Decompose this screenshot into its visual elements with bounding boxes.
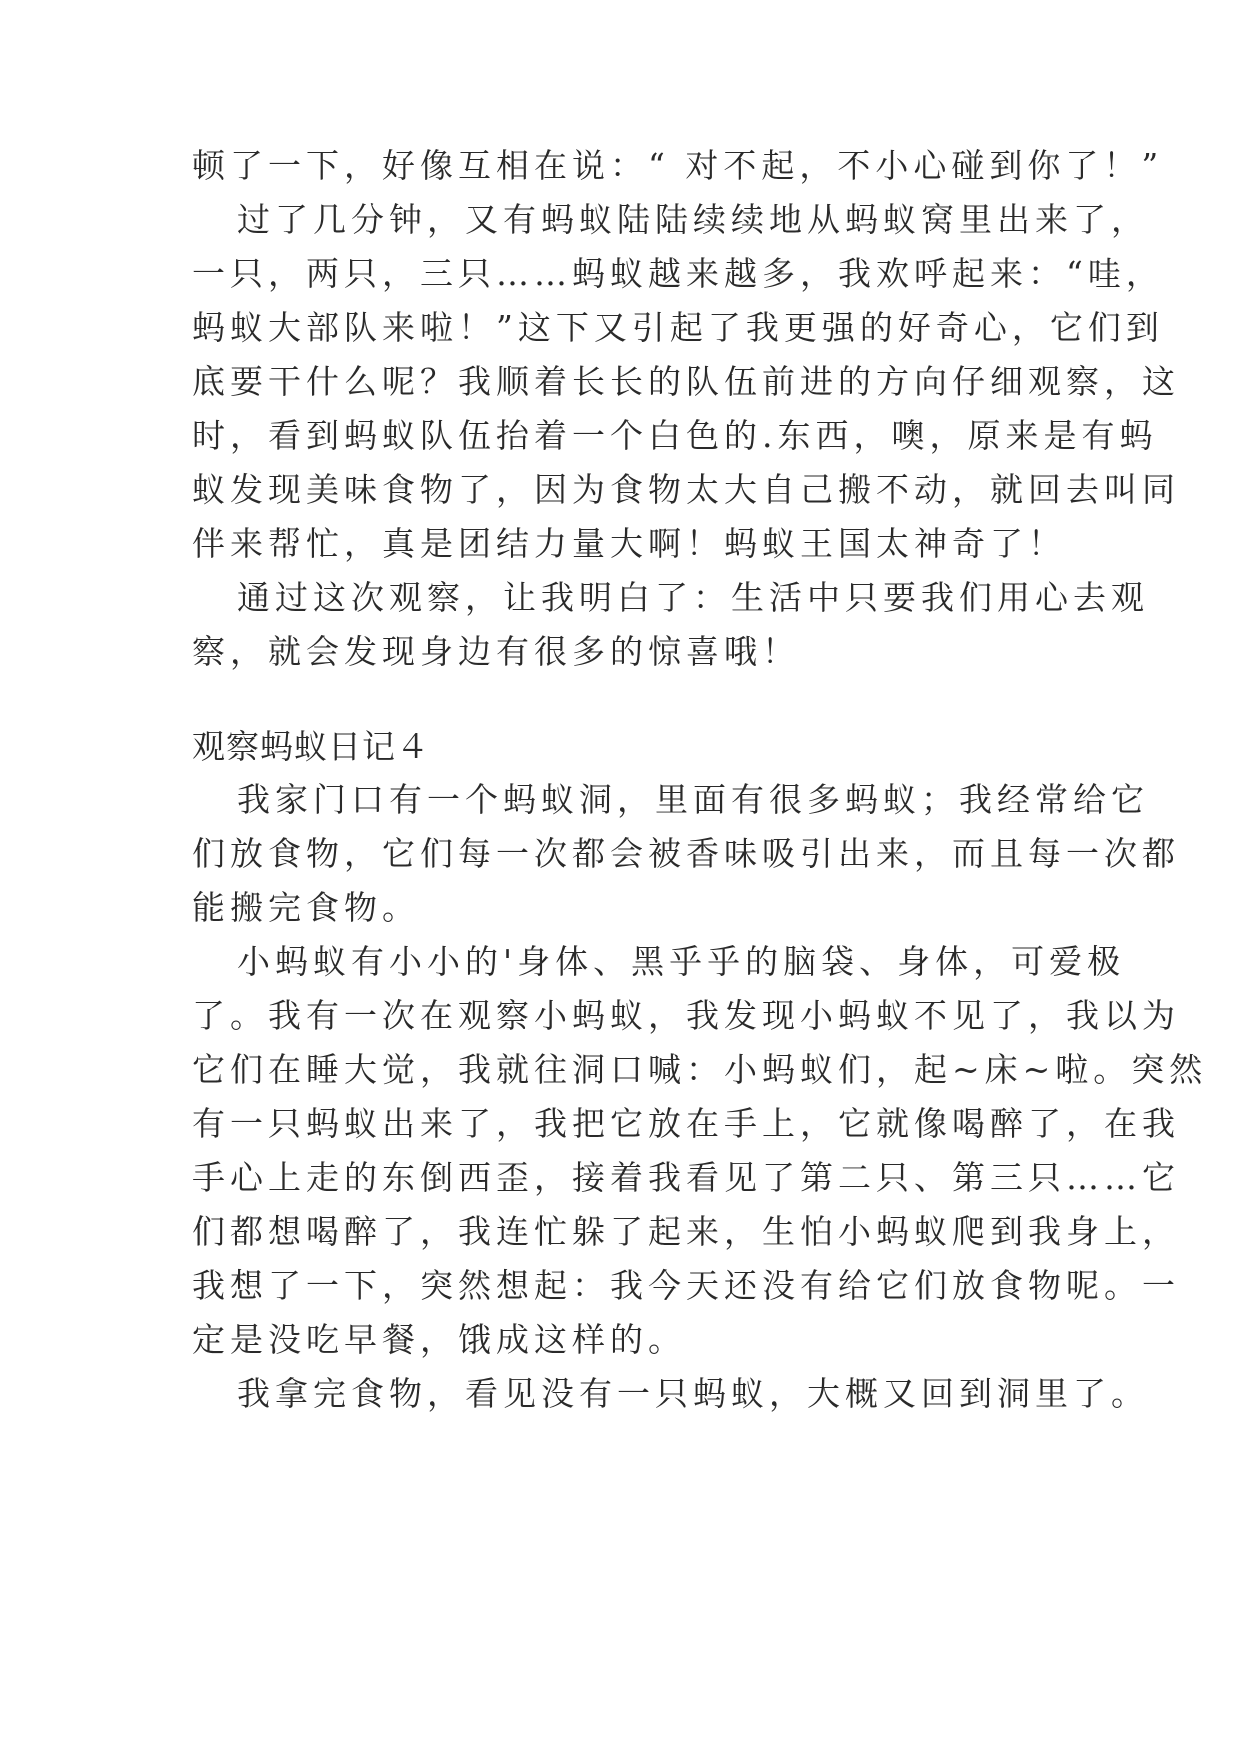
text-line: 顿了一下，好像互相在说：“ 对不起，不小心碰到你了！” (192, 146, 1164, 185)
text-line: 们都想喝醉了，我连忙躲了起来，生怕小蚂蚁爬到我身上， (192, 1212, 1180, 1251)
text-line: 伴来帮忙，真是团结力量大啊！蚂蚁王国太神奇了！ (192, 524, 1066, 563)
section-heading: 观察蚂蚁日记４ (192, 727, 430, 766)
text-line: 蚁发现美味食物了，因为食物太大自己搬不动，就回去叫同 (192, 470, 1180, 509)
text-line: 我想了一下，突然想起：我今天还没有给它们放食物呢。一 (192, 1266, 1180, 1305)
text-line: 时，看到蚂蚁队伍抬着一个白色的.东西，噢，原来是有蚂 (192, 416, 1158, 455)
text-line: 定是没吃早餐，饿成这样的。 (192, 1320, 686, 1359)
text-line: 过了几分钟，又有蚂蚁陆陆续续地从蚂蚁窝里出来了， (237, 200, 1149, 239)
text-line: 有一只蚂蚁出来了，我把它放在手上，它就像喝醉了，在我 (192, 1104, 1180, 1143)
text-line: 底要干什么呢？我顺着长长的队伍前进的方向仔细观察，这 (192, 362, 1180, 401)
text-line: 我拿完食物，看见没有一只蚂蚁，大概又回到洞里了。 (237, 1374, 1149, 1413)
text-line: 了。我有一次在观察小蚂蚁，我发现小蚂蚁不见了，我以为 (192, 996, 1180, 1035)
text-line: 它们在睡大觉，我就往洞口喊：小蚂蚁们，起~床~啦。突然 (192, 1050, 1208, 1089)
text-line: 小蚂蚁有小小的'身体、黑乎乎的脑袋、身体，可爱极 (237, 942, 1126, 981)
text-line: 们放食物，它们每一次都会被香味吸引出来，而且每一次都 (192, 834, 1180, 873)
text-line: 蚂蚁大部队来啦！”这下又引起了我更强的好奇心，它们到 (192, 308, 1164, 347)
text-line: 察，就会发现身边有很多的惊喜哦！ (192, 632, 800, 671)
text-line: 手心上走的东倒西歪，接着我看见了第二只、第三只……它 (192, 1158, 1180, 1197)
text-line: 通过这次观察，让我明白了：生活中只要我们用心去观 (237, 578, 1149, 617)
text-line: 能搬完食物。 (192, 888, 420, 927)
text-line: 我家门口有一个蚂蚁洞，里面有很多蚂蚁；我经常给它 (237, 780, 1149, 819)
text-line: 一只，两只，三只……蚂蚁越来越多，我欢呼起来：“哇， (192, 254, 1164, 293)
